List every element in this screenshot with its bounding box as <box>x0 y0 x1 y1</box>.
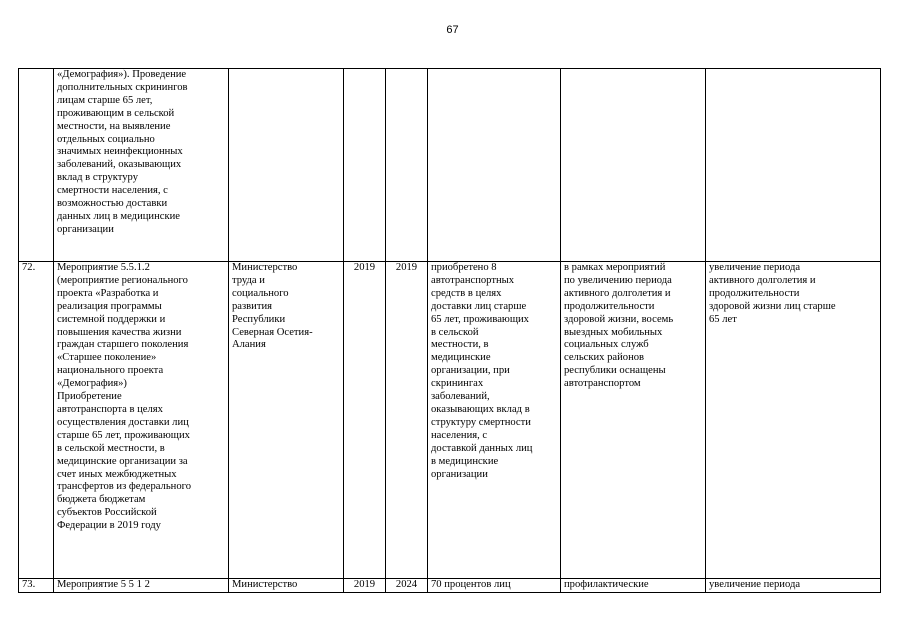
row-number-cell: 73. <box>19 579 54 593</box>
table-row <box>19 262 881 579</box>
end-year-cell: 2019 <box>386 262 428 579</box>
row-number-cell: 72. <box>19 262 54 579</box>
result-cell: 70 процентов лиц <box>428 579 561 593</box>
page-number: 67 <box>446 24 459 36</box>
executor-cell <box>229 69 344 262</box>
end-year-cell: 2024 <box>386 579 428 593</box>
event-cell: Мероприятие 5 5 1 2 <box>54 579 229 593</box>
indicator-cell: увеличение периода активного долголетия и продолжительности здоровой жизни лиц старше 65 лет <box>706 262 881 579</box>
result-cell: приобретено 8 автотранспортных средств в целях доставки лиц старше 65 лет, проживающих в сельской местности, в медицинские организации, при скринингах заболеваний, оказывающих вклад в структуру смертности населения, с доставкой данных лиц в медицинские организации <box>428 262 561 579</box>
start-year-cell <box>344 69 386 262</box>
indicator-cell: увеличение периода <box>706 579 881 593</box>
document-table <box>18 68 881 593</box>
link-cell <box>561 69 706 262</box>
start-year-cell: 2019 <box>344 579 386 593</box>
link-cell: профилактические <box>561 579 706 593</box>
start-year-cell: 2019 <box>344 262 386 579</box>
executor-cell: Министерство труда и социального развития Республики Северная Осетия- Алания <box>229 262 344 579</box>
end-year-cell <box>386 69 428 262</box>
link-cell: в рамках мероприятий по увеличению периода активного долголетия и продолжительности здоровой жизни, восемь выездных мобильных социальных служб сельских районов республики оснащены автотранспортом <box>561 262 706 579</box>
event-cell: Мероприятие 5.5.1.2 (мероприятие регионального проекта «Разработка и реализация программы системной поддержки и повышения качества жизни граждан старшего поколения «Старшее поколение» национального проекта «Демография») Приобретение автотранспорта в целях осуществления доставки лиц старше 65 лет, проживающих в сельской местности, в медицинские организации за счет иных межбюджетных трансфертов из федерального бюджета бюджетам субъектов Российской Федерации в 2019 году <box>54 262 229 579</box>
executor-cell: Министерство <box>229 579 344 593</box>
table-row <box>19 69 881 262</box>
indicator-cell <box>706 69 881 262</box>
table-row <box>19 579 881 593</box>
result-cell <box>428 69 561 262</box>
event-cell: «Демография»). Проведение дополнительных скринингов лицам старше 65 лет, проживающим в сельской местности, на выявление отдельных социально значимых неинфекционных заболеваний, оказывающих вклад в структуру смертности населения, с возможностью доставки данных лиц в медицинские организации <box>54 69 229 262</box>
row-number-cell <box>19 69 54 262</box>
